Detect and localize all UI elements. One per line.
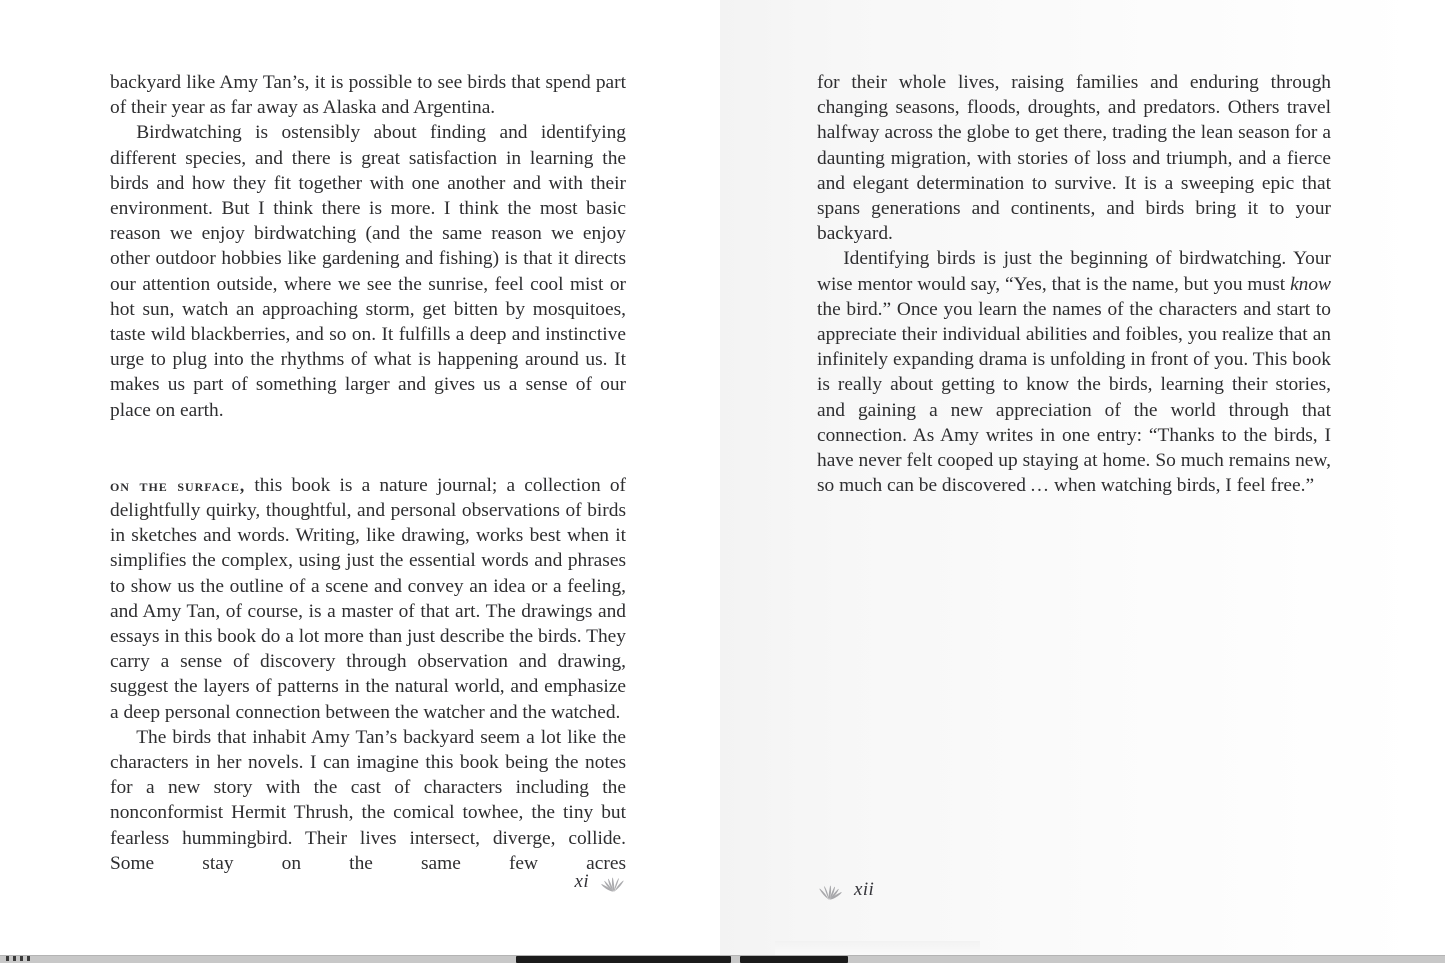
paragraph-on-the-surface [110, 473, 626, 725]
horizontal-scrollbar-track[interactable] [0, 955, 1445, 963]
paragraph-migration: for their whole lives, raising families and enduring through changing seasons, floods, droughts, and predators. Others travel halfway across the globe to get there, trading the lean season for a daunting migration, with stories of loss and triumph, and a fierce and elegant determination to survive. It is a sweeping epic that spans generations and continents, and birds bring it to your backyard. [817, 72, 1331, 245]
feather-ornament-icon [600, 871, 626, 893]
window-bottom-edge [0, 955, 1445, 963]
left-page [0, 0, 720, 955]
scrollbar-ticks-icon [6, 954, 52, 961]
small-caps-lead-in: on the surface, [110, 474, 246, 495]
horizontal-scrollbar-thumb-secondary[interactable] [740, 956, 848, 963]
paragraph-on-the-surface-body: this book is a nature journal; a collection of delightfully quirky, thoughtful, and personal observations of birds in sketches and words. Writing, like drawing, works best when it simplifies the complex, using just the essential words and phrases to show us the outline of a scene and convey an idea or a feeling, and Amy Tan, of course, is a master of that art. The drawings and essays in this book do a lot more than just describe the birds. They carry a sense of discovery through observation and drawing, suggest the layers of patterns in the natural world, and emphasize a deep personal connection between the watcher and the watched. [110, 474, 626, 723]
paragraph-characters: The birds that inhabit Amy Tan’s backyard seem a lot like the characters in her novels. I can imagine this book being the notes for a new story with the cast of characters including the nonconformist Hermit Thrush, the comical towhee, the tiny but fearless hummingbird. Their lives intersect, diverge, collide. Some stay on the same few acres [110, 726, 626, 874]
left-page-number: xi [574, 871, 589, 892]
paragraph-continuation: backyard like Amy Tan’s, it is possible to see birds that spend part of their year as far away as Alaska and Argentina. [110, 72, 626, 119]
left-page-folio [0, 871, 626, 893]
paragraph-identifying-part2: the bird.” Once you learn the names of the characters and start to appreciate their individual abilities and foibles, you realize that an infinitely expanding drama is unfolding in front of you. This book is really about getting to know the birds, learning their stories, and gaining a new appreciation of the world through that connection. As Amy writes in one entry: “Thanks to the birds, I have never felt cooped up staying at home. So much remains new, so much can be discovered … when watching birds, I feel free.” [817, 298, 1331, 497]
feather-ornament-icon [817, 879, 843, 901]
right-page-folio [817, 879, 1331, 901]
right-page-number: xii [854, 879, 875, 900]
paragraph-birdwatching: Birdwatching is ostensibly about finding and identifying different species, and there is great satisfaction in learning the birds and how they fit together with one another and with their environment. But I think there is more. I think the most basic reason we enjoy birdwatching (and the same reason we enjoy other outdoor hobbies like gardening and fishing) is that it directs our attention outside, where we see the sunrise, feel cool mist or hot sun, watch an approaching storm, get bitten by mosquitoes, taste wild blackberries, and so on. It fulfills a deep and instinctive urge to plug into the rhythms of what is happening around us. It makes us part of something larger and gives us a sense of our place on earth. [110, 122, 626, 421]
left-page-text-column [110, 70, 626, 876]
paragraph-identifying [817, 246, 1331, 498]
page-shadow-edge [775, 941, 980, 955]
right-page-text-column [817, 70, 1331, 498]
horizontal-scrollbar-thumb[interactable] [516, 956, 731, 963]
section-break [110, 423, 626, 473]
paragraph-identifying-part1: Identifying birds is just the beginning of birdwatching. Your wise mentor would say, “Yes, that is the name, but you must [817, 248, 1331, 295]
emphasis-know: know [1290, 273, 1331, 295]
